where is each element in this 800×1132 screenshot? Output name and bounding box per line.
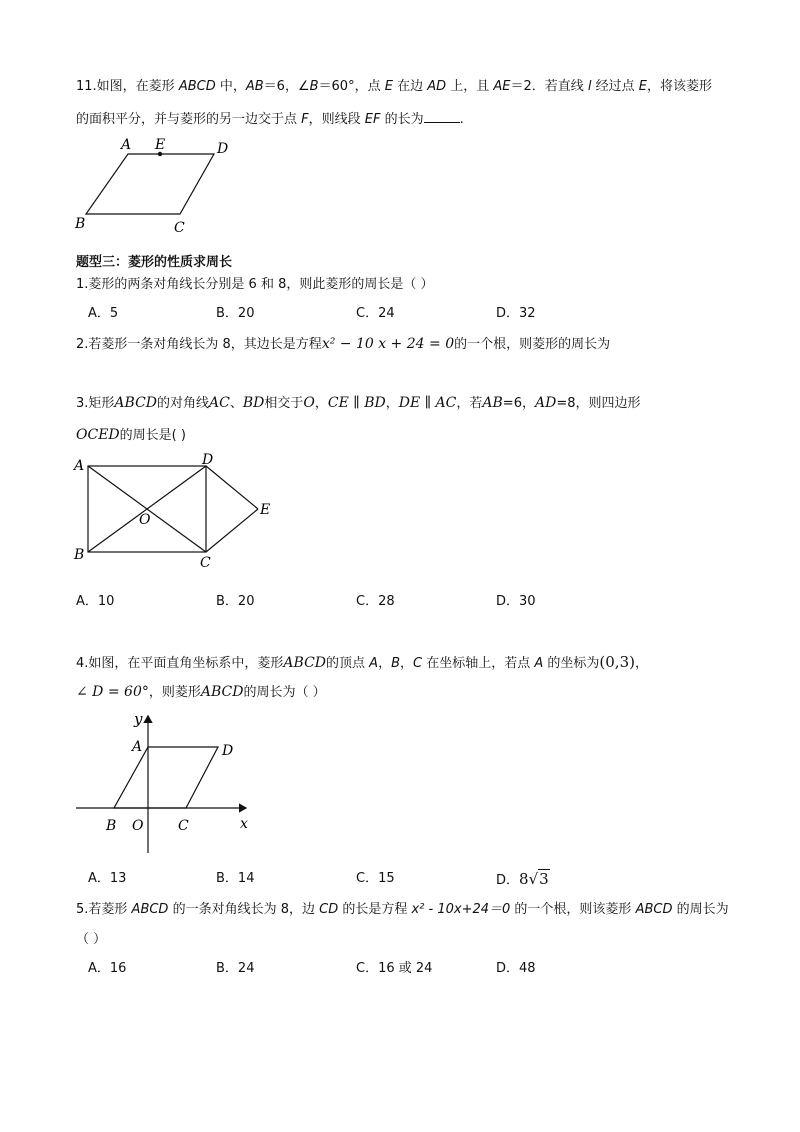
- q4-option-c[interactable]: C．15: [356, 871, 395, 886]
- q1-option-b[interactable]: B．20: [216, 306, 255, 321]
- option-label: D．: [496, 873, 520, 888]
- q4-line-1: [76, 653, 648, 673]
- text: OCED: [76, 427, 120, 443]
- text: ＝6，∠: [263, 79, 310, 94]
- answer-blank[interactable]: [424, 110, 460, 123]
- text: ，: [314, 396, 328, 411]
- label-b: B: [75, 216, 86, 232]
- text: EF: [364, 112, 381, 127]
- q11-line-1: [76, 78, 712, 96]
- label-c: C: [174, 220, 185, 236]
- text: ABCD: [131, 902, 169, 917]
- q3-rectangle-figure: [70, 452, 290, 572]
- label-e: E: [260, 502, 271, 518]
- q2-text: [76, 335, 610, 354]
- text: 的面积平分，并与菱形的另一边交于点: [76, 112, 302, 127]
- q11-line-2: [76, 110, 464, 129]
- q1-option-c[interactable]: C．24: [356, 306, 395, 321]
- rhombus-abcd: [114, 747, 218, 808]
- text: 上，且: [446, 79, 494, 94]
- q3-option-c[interactable]: C．28: [356, 594, 395, 609]
- text: 的一个根，则该菱形: [510, 902, 636, 917]
- label-e: E: [155, 137, 166, 153]
- text: ABCD: [200, 684, 244, 700]
- text: 相交于: [264, 396, 304, 411]
- text: 中，: [215, 79, 246, 94]
- segment-ce: [206, 509, 258, 552]
- text: ABCD: [178, 79, 216, 94]
- text: ，: [378, 656, 392, 671]
- text: CE ∥ BD: [327, 395, 386, 411]
- text: ，则菱形: [148, 685, 201, 700]
- q11-rhombus-figure: [70, 136, 240, 236]
- text: .: [459, 112, 464, 127]
- equation: x² − 10 x + 24 = 0: [321, 336, 455, 352]
- q3-options: [76, 593, 776, 611]
- text: AB: [245, 79, 264, 94]
- text: B: [391, 656, 400, 671]
- q3-option-b[interactable]: B．20: [216, 594, 255, 609]
- q5-option-b[interactable]: B．24: [216, 961, 255, 976]
- q3-option-d[interactable]: D．30: [496, 594, 536, 609]
- q1-text: 1.菱形的两条对角线长分别是 6 和 8，则此菱形的周长是（ ）: [76, 277, 434, 292]
- text: B: [309, 79, 319, 94]
- sqrt-expression: 8√3: [519, 870, 549, 888]
- q5-line-2: （ ）: [76, 932, 107, 947]
- text: 的一条对角线长为 8，边: [168, 902, 320, 917]
- text: AC: [209, 395, 230, 411]
- text: ，: [634, 656, 648, 671]
- label-c: C: [178, 818, 189, 834]
- q4-coordinate-figure: [70, 708, 260, 858]
- text: O: [303, 395, 315, 411]
- section-heading: 题型三：菱形的性质求周长: [76, 255, 233, 270]
- text: F: [301, 112, 309, 127]
- label-b: B: [74, 547, 85, 563]
- q1-options: [76, 305, 776, 323]
- label-y: y: [134, 710, 143, 728]
- text: 的周长为（ ）: [243, 685, 326, 700]
- text: 、: [229, 396, 243, 411]
- q3-option-a[interactable]: A．10: [76, 594, 115, 609]
- text: 4.如图，在平面直角坐标系中，菱形: [76, 656, 284, 671]
- text: 的周长是( ): [119, 428, 186, 443]
- label-o: O: [139, 512, 151, 528]
- text: ABCD: [635, 902, 673, 917]
- text: =6，: [502, 396, 535, 411]
- text: ，则线段: [308, 112, 365, 127]
- text: 的对角线: [157, 396, 210, 411]
- text: ，若: [456, 396, 483, 411]
- text: AE: [493, 79, 511, 94]
- text: 2.若菱形一条对角线长为 8，其边长是方程: [76, 337, 322, 352]
- text: ，: [400, 656, 414, 671]
- text: 的长为: [380, 112, 424, 127]
- q5-options: [76, 960, 776, 978]
- text: ABCD: [283, 655, 327, 671]
- q5-line-1: [76, 901, 729, 919]
- coordinate: (0,3): [599, 653, 635, 671]
- q4-option-a[interactable]: A．13: [88, 871, 127, 886]
- text: E: [384, 79, 393, 94]
- angle-text: ∠ D = 60°: [76, 684, 149, 700]
- q4-option-d[interactable]: [496, 870, 550, 890]
- label-d: D: [202, 452, 214, 468]
- label-o: O: [132, 818, 144, 834]
- text: 的一个根，则菱形的周长为: [454, 337, 611, 352]
- text: 的顶点: [326, 656, 370, 671]
- text: AD: [534, 395, 557, 411]
- label-b: B: [106, 818, 117, 834]
- text: E: [638, 79, 647, 94]
- text: 的周长为: [672, 902, 729, 917]
- q5-option-c[interactable]: C．16 或 24: [356, 961, 433, 976]
- segment-de: [206, 466, 258, 509]
- text: l: [587, 79, 592, 94]
- equation: x² - 10x+24＝0: [411, 902, 511, 917]
- text: C: [413, 656, 423, 671]
- label-x: x: [240, 816, 248, 832]
- q4-line-2: [76, 683, 326, 702]
- q5-option-a[interactable]: A．16: [88, 961, 127, 976]
- q5-option-d[interactable]: D．48: [496, 961, 536, 976]
- radicand: 3: [539, 870, 549, 888]
- text: =8，则四边形: [556, 396, 641, 411]
- text: ＝60°，点: [318, 79, 385, 94]
- q3-line-1: [76, 394, 640, 413]
- label-d: D: [217, 141, 229, 157]
- text: 3.矩形: [76, 396, 115, 411]
- label-a: A: [132, 739, 143, 755]
- text: ＝2．若直线: [510, 79, 588, 94]
- text: 在边: [392, 79, 428, 94]
- text: AB: [482, 395, 503, 411]
- q1-option-a[interactable]: A．5: [88, 306, 119, 321]
- q4-option-b[interactable]: B．14: [216, 871, 255, 886]
- text: CD: [319, 902, 339, 917]
- q4-options: [76, 870, 776, 888]
- label-d: D: [222, 743, 234, 759]
- q3-line-2: [76, 426, 186, 445]
- text: 5.若菱形: [76, 902, 132, 917]
- text: ，将该菱形: [647, 79, 713, 94]
- q1-option-d[interactable]: D．32: [496, 306, 536, 321]
- label-a: A: [74, 458, 85, 474]
- text: A: [534, 656, 544, 671]
- text: DE ∥ AC: [398, 395, 457, 411]
- text: 的长是方程: [338, 902, 412, 917]
- rhombus-abcd: [86, 154, 214, 214]
- text: AD: [427, 79, 447, 94]
- text: BD: [242, 395, 265, 411]
- text: 在坐标轴上，若点: [422, 656, 535, 671]
- text: 11.如图，在菱形: [76, 79, 179, 94]
- label-a: A: [121, 137, 132, 153]
- text: 的坐标为: [543, 656, 600, 671]
- text: A: [369, 656, 379, 671]
- text: ，: [385, 396, 399, 411]
- label-c: C: [200, 555, 211, 571]
- text: ABCD: [114, 395, 158, 411]
- coefficient: 8: [519, 870, 529, 888]
- text: 经过点: [591, 79, 639, 94]
